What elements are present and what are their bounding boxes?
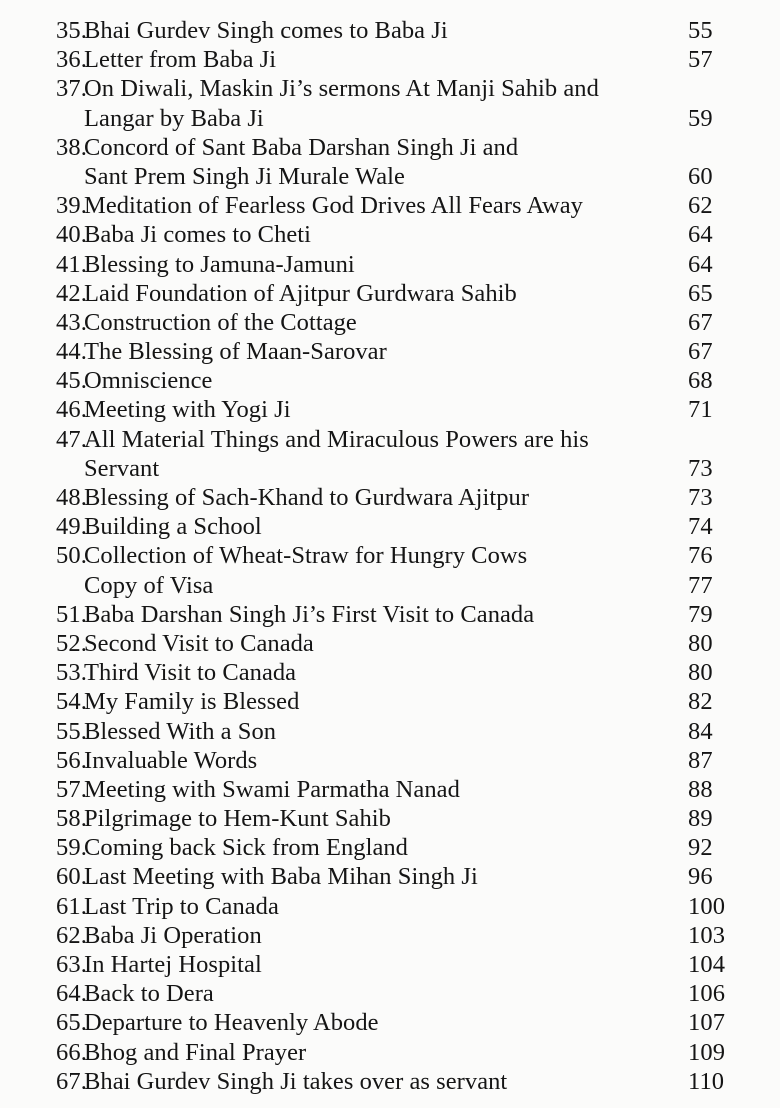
toc-entry-number: 43. bbox=[56, 308, 87, 336]
toc-entry-number: 60. bbox=[56, 863, 87, 891]
toc-entry-page-number: 110 bbox=[688, 1067, 725, 1095]
toc-entry-line[interactable] bbox=[0, 133, 780, 162]
toc-entry[interactable] bbox=[0, 979, 780, 1008]
toc-entry-number: 67. bbox=[56, 1067, 87, 1095]
toc-entry-list bbox=[0, 16, 780, 1096]
toc-entry[interactable] bbox=[0, 717, 780, 746]
toc-entry-page-number: 68 bbox=[688, 367, 713, 395]
toc-entry[interactable] bbox=[0, 892, 780, 921]
toc-entry-title: Laid Foundation of Ajitpur Gurdwara Sahib bbox=[84, 279, 517, 307]
toc-entry[interactable] bbox=[0, 133, 780, 191]
toc-entry-title: Second Visit to Canada bbox=[84, 629, 314, 657]
toc-entry-title: Pilgrimage to Hem-Kunt Sahib bbox=[84, 805, 391, 833]
toc-entry-title: In Hartej Hospital bbox=[84, 951, 262, 978]
toc-entry[interactable] bbox=[0, 921, 780, 950]
toc-entry-title: Invaluable Words bbox=[84, 746, 258, 774]
toc-entry-line[interactable] bbox=[0, 1038, 780, 1067]
toc-entry-number: 65. bbox=[56, 1009, 87, 1037]
toc-entry-title: Meeting with Swami Parmatha Nanad bbox=[84, 775, 460, 803]
toc-entry-page-number: 84 bbox=[688, 717, 713, 745]
toc-entry-page-number: 109 bbox=[688, 1038, 726, 1066]
toc-entry-page-number: 76 bbox=[688, 542, 713, 570]
toc-entry-title: Last Meeting with Baba Mihan Singh Ji bbox=[84, 863, 478, 891]
toc-entry-title: Bhog and Final Prayer bbox=[84, 1038, 307, 1066]
toc-entry-page-number: 65 bbox=[688, 279, 713, 307]
toc-entry-page-number: 74 bbox=[688, 513, 713, 541]
toc-entry-title: Bhai Gurdev Singh Ji takes over as servant bbox=[84, 1067, 508, 1095]
toc-entry-title: Back to Dera bbox=[84, 980, 214, 1008]
toc-entry-title: Omniscience bbox=[84, 367, 213, 395]
toc-entry-number: 49. bbox=[56, 513, 87, 541]
toc-entry-page-number: 92 bbox=[688, 834, 713, 862]
toc-entry-line[interactable] bbox=[0, 746, 780, 775]
toc-entry-line[interactable] bbox=[0, 1008, 780, 1037]
toc-entry-line[interactable] bbox=[0, 600, 780, 629]
toc-entry-line[interactable] bbox=[0, 45, 780, 74]
toc-entry-line[interactable] bbox=[0, 279, 780, 308]
toc-entry-title: Meeting with Yogi Ji bbox=[84, 396, 291, 424]
toc-entry[interactable] bbox=[0, 337, 780, 366]
toc-entry-continuation-line[interactable] bbox=[0, 162, 780, 191]
toc-entry-number: 48. bbox=[56, 484, 87, 511]
toc-entry-title: Last Trip to Canada bbox=[84, 892, 279, 920]
toc-entry-number: 59. bbox=[56, 834, 87, 862]
toc-entry-page-number: 67 bbox=[688, 338, 713, 366]
toc-entry[interactable] bbox=[0, 45, 780, 74]
toc-entry[interactable] bbox=[0, 279, 780, 308]
toc-entry-line[interactable] bbox=[0, 74, 780, 103]
toc-entry-line[interactable] bbox=[0, 979, 780, 1008]
toc-entry-number: 36. bbox=[56, 46, 87, 74]
toc-entry-number: 39. bbox=[56, 192, 87, 220]
toc-entry-number: 38. bbox=[56, 133, 87, 161]
toc-entry-title: Collection of Wheat-Straw for Hungry Cows bbox=[84, 542, 528, 570]
toc-entry-title: Servant bbox=[84, 454, 160, 482]
toc-entry-page-number: 88 bbox=[688, 775, 713, 803]
toc-entry-page-number: 57 bbox=[688, 46, 713, 74]
toc-entry-page-number: 100 bbox=[688, 892, 726, 920]
toc-entry-title: Bhai Gurdev Singh comes to Baba Ji bbox=[84, 17, 448, 44]
toc-entry-title: All Material Things and Miraculous Powers are his bbox=[84, 425, 589, 453]
toc-entry-number: 41. bbox=[56, 250, 87, 278]
toc-entry-page-number: 89 bbox=[688, 805, 713, 833]
toc-entry-number: 56. bbox=[56, 746, 87, 774]
toc-entry[interactable] bbox=[0, 600, 780, 629]
toc-entry-line[interactable] bbox=[0, 804, 780, 833]
toc-entry-title: On Diwali, Maskin Ji’s sermons At Manji Sahib and bbox=[84, 75, 599, 103]
toc-entry-line[interactable] bbox=[0, 892, 780, 921]
toc-entry-page-number: 71 bbox=[688, 396, 713, 424]
toc-entry-title: Blessing of Sach-Khand to Gurdwara Ajitpur bbox=[84, 484, 530, 511]
toc-entry-number: 51. bbox=[56, 600, 87, 628]
toc-entry-number: 58. bbox=[56, 805, 87, 833]
toc-entry-page-number: 73 bbox=[688, 484, 713, 511]
toc-entry-title: Sant Prem Singh Ji Murale Wale bbox=[84, 162, 405, 190]
toc-entry[interactable] bbox=[0, 541, 780, 599]
toc-entry[interactable] bbox=[0, 1038, 780, 1067]
toc-entry[interactable] bbox=[0, 74, 780, 132]
toc-entry-line[interactable] bbox=[0, 541, 780, 570]
toc-entry[interactable] bbox=[0, 687, 780, 716]
toc-entry-number: 45. bbox=[56, 367, 87, 395]
toc-entry-page-number: 80 bbox=[688, 659, 713, 687]
toc-entry[interactable] bbox=[0, 775, 780, 804]
toc-entry-number: 40. bbox=[56, 221, 87, 249]
toc-entry-line[interactable] bbox=[0, 425, 780, 454]
toc-entry-number: 46. bbox=[56, 396, 87, 424]
toc-entry-line[interactable] bbox=[0, 250, 780, 279]
toc-entry-number: 52. bbox=[56, 629, 87, 657]
toc-entry-line[interactable] bbox=[0, 512, 780, 541]
toc-entry[interactable] bbox=[0, 862, 780, 891]
toc-entry-title: Construction of the Cottage bbox=[84, 308, 357, 336]
toc-entry[interactable] bbox=[0, 833, 780, 862]
toc-entry[interactable] bbox=[0, 483, 780, 512]
toc-entry-line[interactable] bbox=[0, 337, 780, 366]
toc-entry[interactable] bbox=[0, 950, 780, 979]
toc-entry-page-number: 55 bbox=[688, 17, 713, 44]
toc-entry-number: 42. bbox=[56, 279, 87, 307]
toc-entry-title: Coming back Sick from England bbox=[84, 834, 408, 862]
toc-entry-page-number: 64 bbox=[688, 250, 713, 278]
toc-entry-line[interactable] bbox=[0, 833, 780, 862]
toc-entry[interactable] bbox=[0, 512, 780, 541]
toc-entry-title: Baba Darshan Singh Ji’s First Visit to Canada bbox=[84, 600, 535, 628]
toc-entry[interactable] bbox=[0, 1008, 780, 1037]
toc-entry-page-number: 106 bbox=[688, 980, 726, 1008]
toc-entry-line[interactable] bbox=[0, 921, 780, 950]
toc-entry-title: Langar by Baba Ji bbox=[84, 104, 264, 132]
toc-entry[interactable] bbox=[0, 425, 780, 483]
toc-entry[interactable] bbox=[0, 629, 780, 658]
toc-entry-line[interactable] bbox=[0, 395, 780, 424]
toc-entry-page-number: 107 bbox=[688, 1009, 726, 1037]
toc-entry-line[interactable] bbox=[0, 717, 780, 746]
toc-entry-line[interactable] bbox=[0, 687, 780, 716]
toc-entry-number: 54. bbox=[56, 688, 87, 716]
toc-entry-page-number: 59 bbox=[688, 104, 713, 132]
toc-entry-number: 50. bbox=[56, 542, 87, 570]
toc-entry[interactable] bbox=[0, 395, 780, 424]
toc-entry-number: 35. bbox=[56, 17, 87, 44]
toc-entry-page-number: 62 bbox=[688, 192, 713, 220]
toc-entry-line[interactable] bbox=[0, 308, 780, 337]
toc-entry-page-number: 73 bbox=[688, 454, 713, 482]
toc-entry-line[interactable] bbox=[0, 483, 780, 512]
toc-entry-page-number: 87 bbox=[688, 746, 713, 774]
toc-entry[interactable] bbox=[0, 308, 780, 337]
toc-entry-continuation-line[interactable] bbox=[0, 571, 780, 600]
toc-entry-line[interactable] bbox=[0, 1067, 780, 1096]
toc-entry-title: Letter from Baba Ji bbox=[84, 46, 277, 74]
toc-entry[interactable] bbox=[0, 191, 780, 220]
toc-entry-number: 55. bbox=[56, 717, 87, 745]
toc-entry-number: 63. bbox=[56, 951, 87, 978]
toc-entry-line[interactable] bbox=[0, 191, 780, 220]
toc-entry-number: 53. bbox=[56, 659, 87, 687]
toc-entry-number: 66. bbox=[56, 1038, 87, 1066]
toc-entry-title: Blessed With a Son bbox=[84, 717, 277, 745]
toc-entry-page-number: 67 bbox=[688, 308, 713, 336]
toc-entry-number: 62. bbox=[56, 921, 87, 949]
toc-entry-number: 64. bbox=[56, 980, 87, 1008]
toc-entry-title: Copy of Visa bbox=[84, 571, 214, 599]
toc-entry[interactable] bbox=[0, 366, 780, 395]
toc-entry[interactable] bbox=[0, 746, 780, 775]
toc-entry[interactable] bbox=[0, 1067, 780, 1096]
toc-entry-number: 47. bbox=[56, 425, 87, 453]
toc-entry-title: Concord of Sant Baba Darshan Singh Ji and bbox=[84, 133, 519, 161]
toc-entry[interactable] bbox=[0, 16, 780, 45]
toc-entry-title: Meditation of Fearless God Drives All Fears Away bbox=[84, 192, 583, 220]
toc-entry-page-number: 82 bbox=[688, 688, 713, 716]
toc-entry-line[interactable] bbox=[0, 658, 780, 687]
toc-entry-page-number: 77 bbox=[688, 571, 713, 599]
toc-entry-continuation-line[interactable] bbox=[0, 104, 780, 133]
toc-entry-page-number: 80 bbox=[688, 629, 713, 657]
toc-entry-line[interactable] bbox=[0, 629, 780, 658]
toc-entry-page-number: 79 bbox=[688, 600, 713, 628]
toc-entry[interactable] bbox=[0, 658, 780, 687]
toc-entry-title: The Blessing of Maan-Sarovar bbox=[84, 338, 387, 366]
toc-entry-title: Third Visit to Canada bbox=[84, 659, 297, 687]
toc-entry-title: Building a School bbox=[84, 513, 262, 541]
toc-entry[interactable] bbox=[0, 220, 780, 249]
toc-entry-line[interactable] bbox=[0, 366, 780, 395]
toc-entry[interactable] bbox=[0, 250, 780, 279]
toc-entry-continuation-line[interactable] bbox=[0, 454, 780, 483]
toc-entry-title: Departure to Heavenly Abode bbox=[84, 1009, 379, 1037]
toc-entry-line[interactable] bbox=[0, 950, 780, 979]
toc-entry-line[interactable] bbox=[0, 862, 780, 891]
toc-entry[interactable] bbox=[0, 804, 780, 833]
toc-entry-number: 61. bbox=[56, 892, 87, 920]
toc-entry-title: Baba Ji comes to Cheti bbox=[84, 221, 312, 249]
toc-entry-page-number: 64 bbox=[688, 221, 713, 249]
toc-entry-number: 37. bbox=[56, 75, 87, 103]
toc-entry-line[interactable] bbox=[0, 16, 780, 45]
toc-entry-page-number: 104 bbox=[688, 951, 726, 978]
toc-entry-title: Baba Ji Operation bbox=[84, 921, 262, 949]
toc-entry-page-number: 96 bbox=[688, 863, 713, 891]
toc-entry-number: 57. bbox=[56, 775, 87, 803]
toc-entry-title: Blessing to Jamuna-Jamuni bbox=[84, 250, 355, 278]
toc-entry-page-number: 60 bbox=[688, 162, 713, 190]
toc-entry-line[interactable] bbox=[0, 775, 780, 804]
toc-entry-number: 44. bbox=[56, 338, 87, 366]
toc-entry-page-number: 103 bbox=[688, 921, 726, 949]
toc-entry-title: My Family is Blessed bbox=[84, 688, 300, 716]
toc-entry-line[interactable] bbox=[0, 220, 780, 249]
